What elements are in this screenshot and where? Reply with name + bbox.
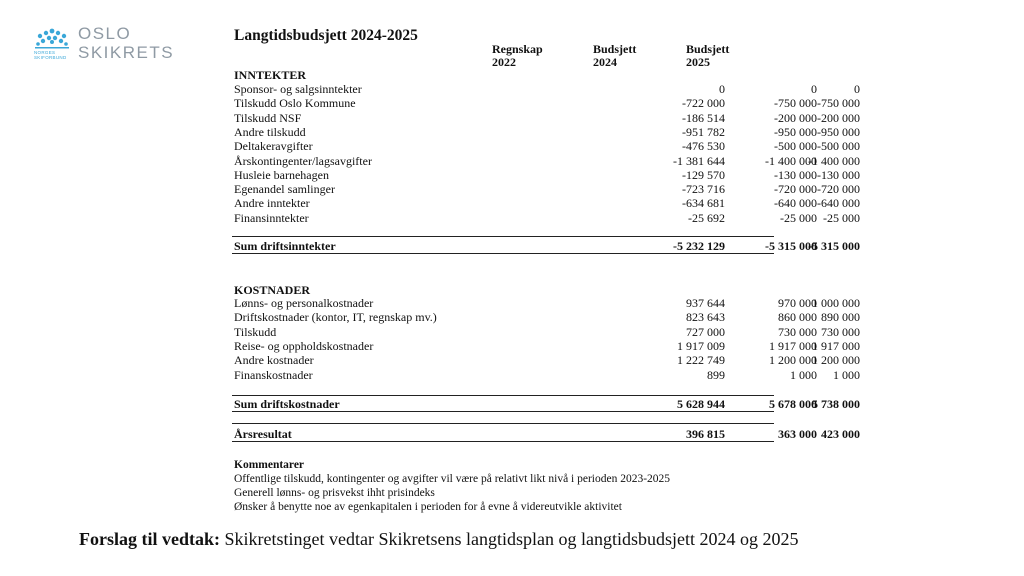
cell-regnskap-2022: -1 381 644 <box>673 153 725 168</box>
table-row <box>233 153 860 168</box>
cell-budsjett-2025: -720 000 <box>817 182 860 197</box>
row-label: Deltakeravgifter <box>234 139 313 154</box>
cell-regnskap-2022: 1 917 009 <box>677 338 725 353</box>
row-label: Finanskostnader <box>234 367 313 382</box>
cell-regnskap-2022: -186 514 <box>682 110 725 125</box>
proposal-body: Skikretstinget vedtar Skikretsens langtidsplan og langtidsbudsjett 2024 og 2025 <box>220 529 799 549</box>
table-row <box>233 324 860 339</box>
cell-budsjett-2024: 5 678 000 <box>769 397 817 411</box>
table-row <box>233 82 860 96</box>
row-label: Finansinntekter <box>234 210 309 225</box>
cell-regnskap-2022: 5 628 944 <box>677 397 725 411</box>
cell-budsjett-2025: -130 000 <box>817 167 860 182</box>
cell-budsjett-2025: 5 738 000 <box>812 397 860 411</box>
table-row <box>233 110 860 125</box>
column-header-year: 2025 <box>686 55 710 69</box>
cell-regnskap-2022: 1 222 749 <box>677 353 725 368</box>
row-label: Andre tilskudd <box>234 124 306 139</box>
divider <box>232 423 774 424</box>
table-row <box>233 367 860 382</box>
table-row <box>233 167 860 182</box>
cell-regnskap-2022: -951 782 <box>682 124 725 139</box>
cell-budsjett-2024: 730 000 <box>778 324 817 339</box>
divider <box>232 395 774 396</box>
row-label: Husleie barnehagen <box>234 167 329 182</box>
cell-budsjett-2025: 0 <box>854 82 860 96</box>
column-header-budsjett-2025 <box>686 43 756 69</box>
cell-budsjett-2025: 730 000 <box>821 324 860 339</box>
row-label: Årsresultat <box>234 427 292 441</box>
costs-heading: KOSTNADER <box>234 283 311 297</box>
oslo-skikrets-logo <box>32 24 197 64</box>
cell-budsjett-2024: 0 <box>811 82 817 96</box>
cell-regnskap-2022: -476 530 <box>682 139 725 154</box>
cell-budsjett-2025: -25 000 <box>823 210 860 225</box>
cell-budsjett-2025: 1 200 000 <box>812 353 860 368</box>
result-row <box>233 427 860 441</box>
column-header-budsjett-2024 <box>593 43 663 69</box>
table-row <box>233 210 860 225</box>
row-label: Andre inntekter <box>234 196 310 211</box>
cell-budsjett-2024: 1 000 <box>790 367 817 382</box>
comment-line: Ønsker å benytte noe av egenkapitalen i perioden for å evne å videreutvikle aktivitet <box>234 501 622 513</box>
cell-regnskap-2022: 727 000 <box>686 324 725 339</box>
column-header-year: 2024 <box>593 55 617 69</box>
cell-budsjett-2025: -750 000 <box>817 96 860 111</box>
income-heading: INNTEKTER <box>234 68 307 82</box>
table-row <box>233 338 860 353</box>
row-label: Tilskudd NSF <box>234 110 302 125</box>
row-label: Tilskudd <box>234 324 277 339</box>
cell-budsjett-2025: 890 000 <box>821 310 860 325</box>
cell-budsjett-2024: -950 000 <box>774 124 817 139</box>
logo-line-2: SKIKRETS <box>78 43 175 62</box>
divider <box>232 236 774 237</box>
column-header-line: Budsjett <box>593 42 637 56</box>
comments-heading: Kommentarer <box>234 459 305 471</box>
cell-budsjett-2025: 423 000 <box>821 427 860 441</box>
proposal-text <box>79 529 798 550</box>
budget-title: Langtidsbudsjett 2024-2025 <box>234 27 418 44</box>
cell-regnskap-2022: 937 644 <box>686 296 725 310</box>
table-row <box>233 310 860 325</box>
cell-regnskap-2022: 899 <box>707 367 725 382</box>
cell-budsjett-2025: 1 000 000 <box>812 296 860 310</box>
cell-regnskap-2022: -129 570 <box>682 167 725 182</box>
column-header-regnskap-2022 <box>492 43 562 69</box>
cell-budsjett-2025: 1 917 000 <box>812 338 860 353</box>
cell-regnskap-2022: -25 692 <box>688 210 725 225</box>
cell-budsjett-2024: -720 000 <box>774 182 817 197</box>
column-header-line: Budsjett <box>686 42 730 56</box>
row-label: Sponsor- og salgsinntekter <box>234 82 362 96</box>
table-row <box>233 96 860 111</box>
cell-budsjett-2025: -640 000 <box>817 196 860 211</box>
row-label: Sum driftsinntekter <box>234 239 336 253</box>
cell-budsjett-2025: -5 315 000 <box>808 239 860 253</box>
column-header-line: Regnskap <box>492 42 543 56</box>
cell-budsjett-2024: -5 315 000 <box>765 239 817 253</box>
cell-budsjett-2025: -950 000 <box>817 124 860 139</box>
table-row <box>233 124 860 139</box>
cell-budsjett-2025: 1 000 <box>833 367 860 382</box>
logo-line-1: OSLO <box>78 24 132 43</box>
proposal-label: Forslag til vedtak: <box>79 529 220 549</box>
row-label: Lønns- og personalkostnader <box>234 296 374 310</box>
cell-regnskap-2022: 396 815 <box>686 427 725 441</box>
row-label: Driftskostnader (kontor, IT, regnskap mv.) <box>234 310 437 325</box>
divider <box>232 411 774 412</box>
row-label: Egenandel samlinger <box>234 182 335 197</box>
table-row <box>233 296 860 310</box>
cell-budsjett-2024: -640 000 <box>774 196 817 211</box>
row-label: Reise- og oppholdskostnader <box>234 338 374 353</box>
divider <box>232 253 774 254</box>
table-row <box>233 139 860 154</box>
cell-budsjett-2025: -1 400 000 <box>808 153 860 168</box>
cell-budsjett-2024: -130 000 <box>774 167 817 182</box>
cell-budsjett-2024: -500 000 <box>774 139 817 154</box>
row-label: Andre kostnader <box>234 353 314 368</box>
income-sum-row <box>233 239 860 253</box>
table-row <box>233 182 860 197</box>
cell-budsjett-2025: -200 000 <box>817 110 860 125</box>
cell-regnskap-2022: 823 643 <box>686 310 725 325</box>
cell-budsjett-2024: -25 000 <box>780 210 817 225</box>
cell-regnskap-2022: -722 000 <box>682 96 725 111</box>
cell-regnskap-2022: -723 716 <box>682 182 725 197</box>
logo-small-text: NORGES SKIFORBUND <box>34 50 67 60</box>
comment-line: Offentlige tilskudd, kontingenter og avgifter vil være på relativt likt nivå i perioden 2023-2025 <box>234 473 671 485</box>
row-label: Tilskudd Oslo Kommune <box>234 96 356 111</box>
costs-sum-row <box>233 397 860 411</box>
cell-budsjett-2024: 363 000 <box>778 427 817 441</box>
cell-budsjett-2024: -1 400 000 <box>765 153 817 168</box>
row-label: Sum driftskostnader <box>234 397 340 411</box>
cell-regnskap-2022: -634 681 <box>682 196 725 211</box>
cell-budsjett-2024: -750 000 <box>774 96 817 111</box>
cell-regnskap-2022: -5 232 129 <box>673 239 725 253</box>
cell-budsjett-2024: 1 917 000 <box>769 338 817 353</box>
comments-block <box>234 458 670 514</box>
row-label: Årskontingenter/lagsavgifter <box>234 153 372 168</box>
cell-budsjett-2024: 970 000 <box>778 296 817 310</box>
comment-line: Generell lønns- og prisvekst ihht prisindeks <box>234 487 435 499</box>
divider <box>232 441 774 442</box>
table-row <box>233 196 860 211</box>
cell-regnskap-2022: 0 <box>719 82 725 96</box>
column-header-year: 2022 <box>492 55 516 69</box>
cell-budsjett-2024: 860 000 <box>778 310 817 325</box>
cell-budsjett-2025: -500 000 <box>817 139 860 154</box>
table-row <box>233 353 860 368</box>
cell-budsjett-2024: -200 000 <box>774 110 817 125</box>
cell-budsjett-2024: 1 200 000 <box>769 353 817 368</box>
